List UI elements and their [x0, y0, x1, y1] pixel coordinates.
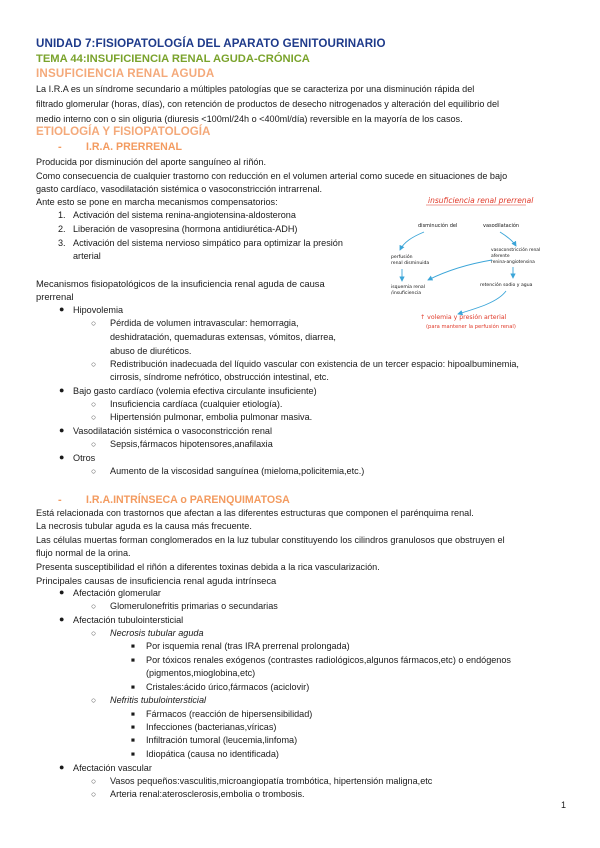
circle-marker: ○ [91, 318, 97, 328]
bajo-gasto-item: Bajo gasto cardíaco (volemia efectiva circulante insuficiente) [73, 386, 317, 396]
etiology-heading: ETIOLOGÍA Y FISIOPATOLOGÍA [36, 125, 211, 138]
diagram-top-left: disminución del [418, 223, 458, 229]
hipo-sub-line: Pérdida de volumen intravascular: hemorragia, [110, 318, 299, 328]
bullet-marker: ● [59, 587, 65, 597]
circle-marker: ○ [91, 439, 97, 449]
tubulo-item: Afectación tubulointersticial [73, 615, 184, 625]
bullet-marker: ● [59, 614, 65, 624]
hipo-sub-line: deshidratación, quemaduras extensas, vómitos, diarrea, [110, 332, 336, 342]
vascular-sub-line: Arteria renal:aterosclerosis,embolia o trombosis. [110, 789, 305, 799]
square-marker: ■ [131, 684, 135, 691]
diagram-arrow [428, 260, 492, 280]
square-marker: ■ [131, 657, 135, 664]
diagram-mid-right-2: aferente [491, 254, 510, 259]
diagram-bottom-left-2: /insuficiencia [391, 291, 422, 296]
bullet-marker: ● [59, 304, 65, 314]
numbered-item: Activación del sistema nervioso simpático para optimizar la presión [73, 238, 343, 248]
prerrenal-line: Como consecuencia de cualquier trastorno con reducción en el volumen arterial como sucede en situaciones de bajo [36, 171, 508, 181]
intrinseca-line: Presenta susceptibilidad el riñón a diferentes toxinas debida a la rica vascularización. [36, 562, 380, 572]
bullet-marker: ● [59, 452, 65, 462]
nefritis-sub-line: Fármacos (reacción de hipersensibilidad) [146, 709, 313, 719]
vascular-item: Afectación vascular [73, 763, 152, 773]
nefritis-heading: Nefritis tubulointersticial [110, 695, 207, 705]
hipo-sub-line: cirrosis, síndrome nefrótico, obstrucción intestinal, etc. [110, 372, 329, 382]
page-number: 1 [560, 800, 566, 810]
intro-line: filtrado glomerular (horas, días), con retención de productos de desecho nitrogenados y alteración del equilibrio del [36, 99, 500, 109]
num-marker: 1. [58, 210, 66, 220]
intrinseca-line: Las células muertas forman conglomerados en la luz tubular constituyendo los cilindros granulosos que obstruyen el [36, 535, 505, 545]
mech-line: Mecanismos fisiopatológicos de la insuficiencia renal aguda de causa [36, 278, 325, 289]
num-marker: 2. [58, 224, 66, 234]
intrinseca-line: La necrosis tubular aguda es la causa más frecuente. [36, 521, 252, 531]
nefritis-sub-line: Idiopática (causa no identificada) [146, 749, 279, 759]
square-marker: ■ [131, 751, 135, 758]
diagram-arrow [500, 232, 516, 246]
diagram-top-right: vasodilatación [483, 223, 520, 229]
num-marker: 3. [58, 238, 66, 248]
prerrenal-line: gasto cardíaco, vasodilatación sistémica o vasoconstricción intrarrenal. [36, 184, 323, 194]
circle-marker: ○ [91, 399, 97, 409]
square-marker: ■ [131, 737, 135, 744]
diagram-arrow [400, 232, 424, 250]
vasodilatacion-item: Vasodilatación sistémica o vasoconstricción renal [73, 426, 272, 436]
bullet-marker: ● [59, 425, 65, 435]
prerrenal-diagram [388, 192, 568, 337]
necrosis-sub-line-cont: (pigmentos,mioglobina,etc) [146, 668, 256, 678]
numbered-item: Activación del sistema renina-angiotensina-aldosterona [73, 210, 296, 220]
diagram-bottom-right: retención sodio y agua [480, 283, 533, 288]
intrinseca-line: Está relacionada con trastornos que afectan a las diferentes estructuras que componen el parénquima renal. [36, 508, 474, 518]
diagram-mid-right-3: renina-angiotensina [491, 260, 535, 265]
diagram-mid-right-1: vasoconstricción renal [491, 248, 541, 253]
intro-line: La I.R.A es un síndrome secundario a múltiples patologías que se caracteriza por una disminución rápida del [36, 84, 475, 94]
necrosis-sub-line: Por isquemia renal (tras IRA prerrenal prolongada) [146, 641, 350, 651]
square-marker: ■ [131, 724, 135, 731]
circle-marker: ○ [91, 776, 97, 786]
nefritis-sub-line: Infiltración tumoral (leucemia,linfoma) [146, 735, 298, 745]
bullet-marker: ● [59, 762, 65, 772]
intro-line: medio interno con o sin oliguria (diuresis <100ml/24h o <400ml/día) reversible en la mayoría de los casos. [36, 114, 463, 124]
unit-title: UNIDAD 7:FISIOPATOLOGÍA DEL APARATO GENITOURINARIO [36, 37, 386, 50]
prerrenal-heading: I.R.A. PRERRENAL [86, 141, 182, 153]
vascular-sub-line: Vasos pequeños:vasculitis,microangiopatía trombótica, hipertensión maligna,etc [110, 776, 433, 786]
bajo-sub-line: Hipertensión pulmonar, embolia pulmonar masiva. [110, 412, 313, 422]
intrinseca-line: Principales causas de insuficiencia renal aguda intrínseca [36, 575, 277, 586]
nefritis-sub-line: Infecciones (bacterianas,víricas) [146, 722, 277, 732]
dash-marker: - [58, 494, 62, 506]
section-title-ira: INSUFICIENCIA RENAL AGUDA [36, 67, 215, 80]
circle-marker: ○ [91, 695, 97, 705]
mech-line: prerrenal [36, 291, 74, 302]
diagram-red-1: ↑ volemia y presión arterial [420, 314, 507, 321]
intrinseca-line: flujo normal de la orina. [36, 548, 131, 558]
glomerular-item: Afectación glomerular [73, 588, 161, 598]
necrosis-heading: Necrosis tubular aguda [110, 628, 204, 638]
necrosis-sub-line: Por tóxicos renales exógenos (contrastes radiológicos,algunos fármacos,etc) o endógenos [146, 655, 511, 665]
numbered-item: Liberación de vasopresina (hormona antidiurética-ADH) [73, 224, 298, 234]
glomerular-sub-line: Glomerulonefritis primarias o secundarias [110, 601, 278, 611]
circle-marker: ○ [91, 628, 97, 638]
diagram-bottom-left-1: isquemia renal [391, 285, 425, 290]
necrosis-sub-line: Cristales:ácido úrico,fármacos (aciclovir) [146, 682, 310, 692]
circle-marker: ○ [91, 789, 97, 799]
dash-marker: - [58, 141, 62, 153]
square-marker: ■ [131, 711, 135, 718]
hipovolemia-item: Hipovolemia [73, 305, 124, 315]
circle-marker: ○ [91, 359, 97, 369]
circle-marker: ○ [91, 601, 97, 611]
tema-title: TEMA 44:INSUFICIENCIA RENAL AGUDA-CRÓNICA [36, 53, 310, 65]
prerrenal-line: Ante esto se pone en marcha mecanismos compensatorios: [36, 197, 278, 207]
diagram-mid-left-2: renal disminuida [391, 261, 430, 266]
hipo-sub-line: abuso de diuréticos. [110, 346, 192, 356]
bullet-marker: ● [59, 385, 65, 395]
circle-marker: ○ [91, 412, 97, 422]
bajo-sub-line: Insuficiencia cardíaca (cualquier etiología). [110, 399, 283, 409]
otros-sub-line: Aumento de la viscosidad sanguínea (mieloma,policitemia,etc.) [110, 466, 365, 476]
square-marker: ■ [131, 643, 135, 650]
vaso-sub-line: Sepsis,fármacos hipotensores,anafilaxia [110, 439, 273, 449]
otros-item: Otros [73, 453, 96, 463]
diagram-mid-left-1: perfusión [391, 255, 413, 260]
circle-marker: ○ [91, 466, 97, 476]
diagram-arrow [458, 291, 506, 314]
intrinseca-heading: I.R.A.INTRÍNSECA o PARENQUIMATOSA [86, 494, 290, 506]
prerrenal-line: Producida por disminución del aporte sanguíneo al riñón. [36, 157, 267, 167]
numbered-item-cont: arterial [73, 251, 101, 261]
diagram-red-2: (para mantener la perfusión renal) [426, 324, 516, 330]
hipo-sub-line: Redistribución inadecuada del líquido vascular con existencia de un tercer espacio: hipoalbuminemia, [110, 359, 519, 369]
diagram-title: insuficiencia renal prerrenal [428, 196, 534, 205]
intro-paragraph [36, 82, 499, 127]
